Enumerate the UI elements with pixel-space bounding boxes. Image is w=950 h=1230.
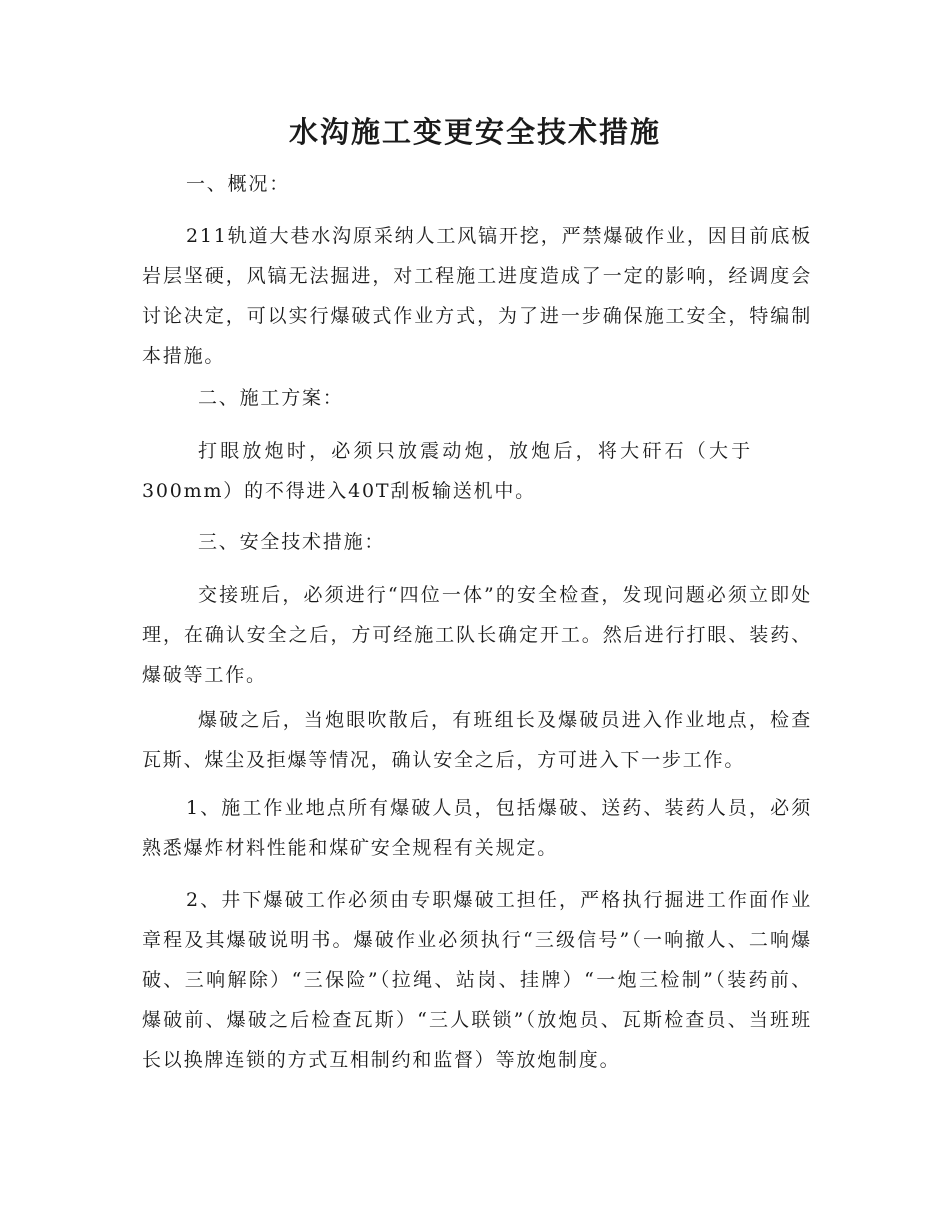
section-heading-plan: 二、施工方案： (198, 387, 344, 409)
paragraph-after-blasting: 爆破之后，当炮眼吹散后，有班组长及爆破员进入作业地点，检查瓦斯、煤尘及拒爆等情况，确认安全之后，方可进入下一步工作。 (142, 709, 812, 771)
list-item-1: 1、施工作业地点所有爆破人员，包括爆破、送药、装药人员，必须熟悉爆炸材料性能和煤矿安全规程有关规定。 (142, 797, 812, 859)
document-title: 水沟施工变更安全技术措施 (288, 115, 661, 149)
paragraph-overview: 211轨道大巷水沟原采纳人工风镐开挖，严禁爆破作业，因目前底板岩层坚硬，风镐无法掘进，对工程施工进度造成了一定的影响，经调度会讨论决定，可以实行爆破式作业方式，为了进一步确保施工安全，特编制本措施。 (142, 225, 812, 367)
section-heading-safety-measures: 三、安全技术措施： (198, 531, 386, 553)
list-item-2: 2、井下爆破工作必须由专职爆破工担任，严格执行掘进工作面作业章程及其爆破说明书。爆破作业必须执行“三级信号”（一响撤人、二响爆破、三响解除）“三保险”（拉绳、站岗、挂牌）“一炮三检制”（装药前、爆破前、爆破之后检查瓦斯）“三人联锁”（放炮员、瓦斯检查员、当班班长以换牌连锁的方式互相制约和监督）等放炮制度。 (142, 889, 812, 1071)
paragraph-shift-inspection: 交接班后，必须进行“四位一体”的安全检查，发现问题必须立即处理，在确认安全之后，方可经施工队长确定开工。然后进行打眼、装药、爆破等工作。 (142, 584, 812, 686)
section-heading-overview: 一、概况： (186, 173, 291, 195)
paragraph-plan: 打眼放炮时，必须只放震动炮，放炮后，将大矸石（大于300mm）的不得进入40T刮板输送机中。 (142, 440, 752, 502)
